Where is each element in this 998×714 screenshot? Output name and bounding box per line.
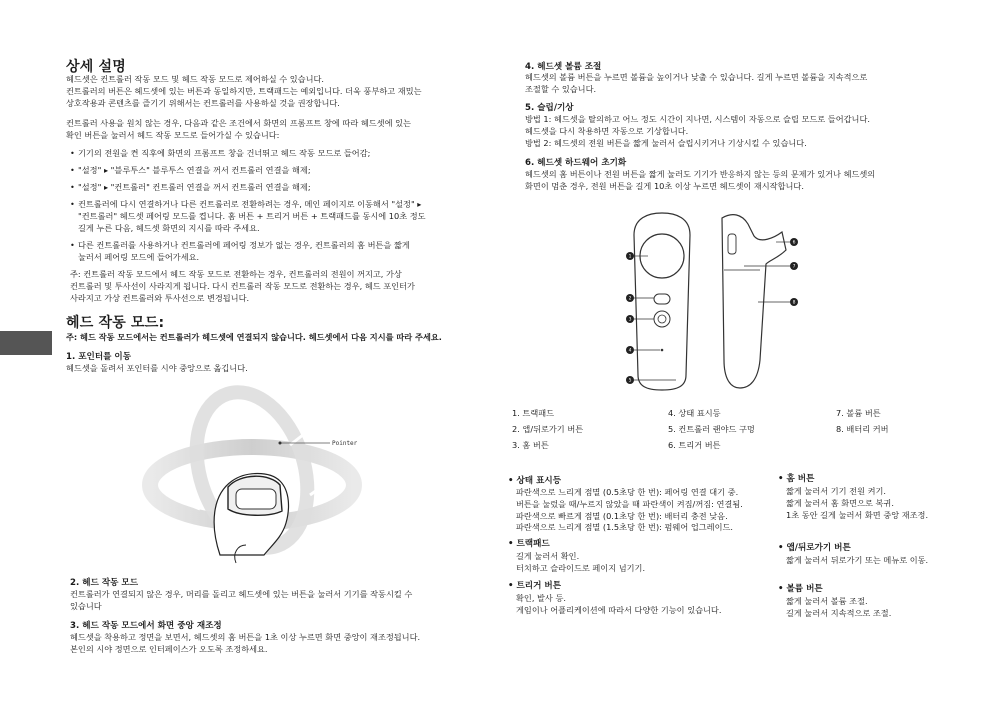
intro-paragraph-2: [66, 118, 411, 142]
heading-text: 상태 표시등: [516, 476, 561, 486]
text-line: 길게 눌러서 지속적으로 조절.: [786, 607, 892, 618]
trigger-text: [516, 593, 721, 617]
text-line: 짧게 눌러서 홈 화면으로 복귀.: [786, 497, 894, 508]
text-line: 짧게 눌러서 기기 전원 켜기.: [786, 486, 887, 496]
callout-number: 8: [792, 300, 796, 306]
step-6-title: 6. 헤드셋 하드웨어 초기화: [525, 158, 627, 168]
bullet-item: [70, 182, 311, 194]
text-line: 확인 버튼을 눌러서 헤드 작동 모드로 들어가실 수 있습니다:: [66, 129, 280, 140]
legend-item: 7. 볼륨 버튼: [836, 408, 881, 418]
home-button-heading: • 홈 버튼: [778, 474, 815, 484]
text-line: 길게 누른 다음, 헤드셋 화면의 지시를 따라 주세요.: [78, 222, 260, 233]
bullet-item: [70, 199, 426, 234]
bullet-dot: •: [70, 199, 75, 209]
text-line: 방법 2: 헤드셋의 전원 버튼을 짧게 눌러서 슬립시키거나 기상시킬 수 있습니다.: [525, 137, 807, 148]
step-2-title: 2. 헤드 작동 모드: [70, 578, 139, 588]
pointer-label: Pointer: [332, 440, 358, 447]
bullet-dot: •: [70, 182, 75, 192]
legend-item: 1. 트랙패드: [512, 408, 555, 418]
step-5-text: [525, 114, 870, 149]
legend-item: 5. 컨트롤러 랜야드 구멍: [668, 424, 755, 434]
bullet-dot: •: [70, 165, 75, 175]
text-line: 파란색으로 느리게 점멸 (0.5초당 한 번): 페어링 연결 대기 중.: [516, 487, 739, 497]
volume-button-text: [786, 596, 891, 620]
trackpad-text: [516, 551, 645, 575]
head-rotation-illustration: [140, 385, 380, 575]
callout-number: 7: [792, 264, 796, 270]
text-line: 있습니다: [70, 600, 102, 611]
text-line: 파란색으로 빠르게 점멸 (0.1초당 한 번): 배터리 충전 낮음.: [516, 510, 728, 521]
legend-item: 8. 배터리 커버: [836, 424, 889, 434]
bullet-dot: •: [70, 148, 75, 158]
step-2-text: [70, 589, 412, 613]
text-line: 다른 컨트롤러를 사용하거나 컨트롤러에 페어링 정보가 없는 경우, 컨트롤러의 홈 버튼을 짧게: [78, 240, 410, 250]
text-line: 조절할 수 있습니다.: [525, 83, 597, 94]
heading-text: 홈 버튼: [786, 474, 815, 484]
home-button-text: [786, 486, 928, 521]
section-title-head-mode: 헤드 작동 모드:: [66, 315, 165, 331]
heading-text: 트랙패드: [516, 539, 550, 549]
head-mode-note: 주: 헤드 작동 모드에서는 컨트롤러가 헤드셋에 연결되지 않습니다. 헤드셋에서 다음 지시를 따라 주세요.: [66, 332, 442, 342]
text-line: 헤드셋은 컨트롤러 작동 모드 및 헤드 작동 모드로 제어하실 수 있습니다.: [66, 74, 324, 84]
back-button-heading: • 앱/뒤로가기 버튼: [778, 543, 851, 553]
bullet-item: [70, 240, 410, 264]
text-line: 버튼을 눌렀을 때/누르지 않았을 때 파란색이 켜짐/꺼짐: 연결됨.: [516, 498, 743, 509]
step-1-title: 1. 포인터를 이동: [66, 352, 132, 362]
bullet-item: [70, 148, 371, 160]
text-line: "컨트롤러" 헤드셋 페어링 모드를 켭니다. 홈 버튼 + 트리거 버튼 + 트랙패드를 동시에 10초 정도: [78, 210, 426, 221]
callout-number: 1: [628, 254, 632, 260]
text-line: 주: 컨트롤러 작동 모드에서 헤드 작동 모드로 전환하는 경우, 컨트롤러의 전원이 꺼지고, 가상: [70, 269, 402, 279]
step-3-title: 3. 헤드 작동 모드에서 화면 중앙 재조정: [70, 621, 222, 631]
step-3-text: [70, 632, 420, 656]
callout-number: 4: [628, 348, 632, 354]
text-line: 눌러서 페어링 모드에 들어가세요.: [78, 251, 200, 262]
text-line: 컨트롤러의 버튼은 헤드셋에 있는 버튼과 동일하지만, 트랙패드는 예외입니다. 더욱 풍부하고 재밌는: [66, 85, 422, 96]
volume-button-heading: • 볼륨 버튼: [778, 584, 823, 594]
text-line: 짧게 눌러서 볼륨 조절.: [786, 596, 868, 606]
step-4-title: 4. 헤드셋 볼륨 조절: [525, 62, 602, 72]
page-side-tab: [0, 331, 52, 355]
status-light-text: [516, 487, 743, 534]
text-line: 컨트롤러에 다시 연결하거나 다른 컨트롤러로 전환하려는 경우, 메인 페이지로 이동해서 "설정" ▸: [78, 199, 422, 209]
section-title-details: 상세 설명: [66, 59, 126, 75]
status-light-heading: • 상태 표시등: [508, 476, 561, 486]
legend-item: 3. 홈 버튼: [512, 440, 549, 450]
step-5-title: 5. 슬립/기상: [525, 103, 574, 113]
text-line: 본인의 시야 정면으로 인터페이스가 오도록 조정하세요.: [70, 643, 268, 654]
legend-item: 6. 트리거 버튼: [668, 440, 721, 450]
text-line: 헤드셋을 다시 착용하면 자동으로 기상합니다.: [525, 125, 689, 136]
callout-number: 2: [628, 296, 632, 302]
text-line: 헤드셋의 홈 버튼이나 전원 버튼을 짧게 눌러도 기기가 반응하지 않는 등의 문제가 있거나 헤드셋의: [525, 169, 876, 179]
text-line: 상호작용과 콘텐츠를 즐기기 위해서는 컨트롤러를 사용하실 것을 권장합니다.: [66, 97, 340, 108]
text-line: 짧게 눌러서 뒤로가기 또는 메뉴로 이동.: [786, 555, 929, 565]
intro-paragraph: [66, 74, 422, 109]
callout-number: 5: [628, 378, 632, 384]
step-1-text: 헤드셋을 돌려서 포인터를 시야 중앙으로 옮깁니다.: [66, 363, 248, 373]
trigger-heading: • 트리거 버튼: [508, 581, 561, 591]
text-line: "설정" ▸ "블루투스" 블루투스 연결을 꺼서 컨트롤러 연결을 해제;: [78, 165, 311, 175]
step-4-text: [525, 72, 867, 96]
text-line: 파란색으로 느리게 점멸 (1.5초당 한 번): 펌웨어 업그레이드.: [516, 522, 733, 533]
text-line: 사라지고 가상 컨트롤러와 투사선으로 변경됩니다.: [70, 292, 250, 303]
heading-text: 볼륨 버튼: [786, 584, 823, 594]
heading-text: 앱/뒤로가기 버튼: [786, 543, 851, 553]
text-line: 화면이 멈춘 경우, 전원 버튼을 길게 10초 이상 누르면 헤드셋이 재시작합니다.: [525, 180, 804, 191]
controller-diagram: [620, 210, 810, 395]
text-line: 헤드셋의 볼륨 버튼을 누르면 볼륨을 높이거나 낮출 수 있습니다. 길게 누르면 볼륨을 지속적으로: [525, 72, 868, 82]
text-line: 길게 눌러서 확인.: [516, 551, 580, 561]
text-line: 게임이나 어플리케이션에 따라서 다양한 기능이 있습니다.: [516, 604, 722, 615]
legend-item: 4. 상태 표시등: [668, 408, 721, 418]
text-line: 1초 동안 길게 눌러서 화면 중앙 재조정.: [786, 509, 929, 520]
legend-item: 2. 앱/뒤로가기 버튼: [512, 424, 584, 434]
text-line: 컨트롤러 및 투사선이 사라지게 됩니다. 다시 컨트롤러 작동 모드로 전환하는 경우, 헤드 포인터가: [70, 280, 415, 291]
text-line: 확인, 발사 등.: [516, 593, 566, 603]
text-line: 방법 1: 헤드셋을 탈의하고 어느 정도 시간이 지나면, 시스템이 자동으로 슬립 모드로 들어갑니다.: [525, 114, 870, 124]
heading-text: 트리거 버튼: [516, 581, 561, 591]
text-line: 컨트롤러가 연결되지 않은 경우, 머리를 돌리고 헤드셋에 있는 버튼을 눌러서 기기를 작동시킬 수: [70, 589, 413, 599]
text-line: 터치하고 슬라이드로 페이지 넘기기.: [516, 562, 646, 573]
back-button-text: [786, 555, 928, 567]
text-line: 헤드셋을 착용하고 정면을 보면서, 헤드셋의 홈 버튼을 1초 이상 누르면 화면 중앙이 재조정됩니다.: [70, 632, 421, 642]
text-line: "설정" ▸ "컨트롤러" 컨트롤러 연결을 꺼서 컨트롤러 연결을 해제;: [78, 182, 311, 192]
mode-switch-note: [70, 269, 415, 304]
text-line: 컨트롤러 사용을 원치 않는 경우, 다음과 같은 조건에서 화면의 프롬프트 창에 따라 헤드셋에 있는: [66, 118, 411, 128]
callout-number: 3: [628, 317, 632, 323]
trackpad-heading: • 트랙패드: [508, 539, 550, 549]
bullet-dot: •: [70, 240, 75, 250]
text-line: 기기의 전원을 켠 직후에 화면의 프롬프트 창을 건너뛰고 헤드 작동 모드로 들어감;: [78, 148, 371, 158]
callout-number: 6: [792, 240, 796, 246]
step-6-text: [525, 169, 875, 193]
back-button-shape: [654, 294, 670, 304]
bullet-item: [70, 165, 311, 177]
